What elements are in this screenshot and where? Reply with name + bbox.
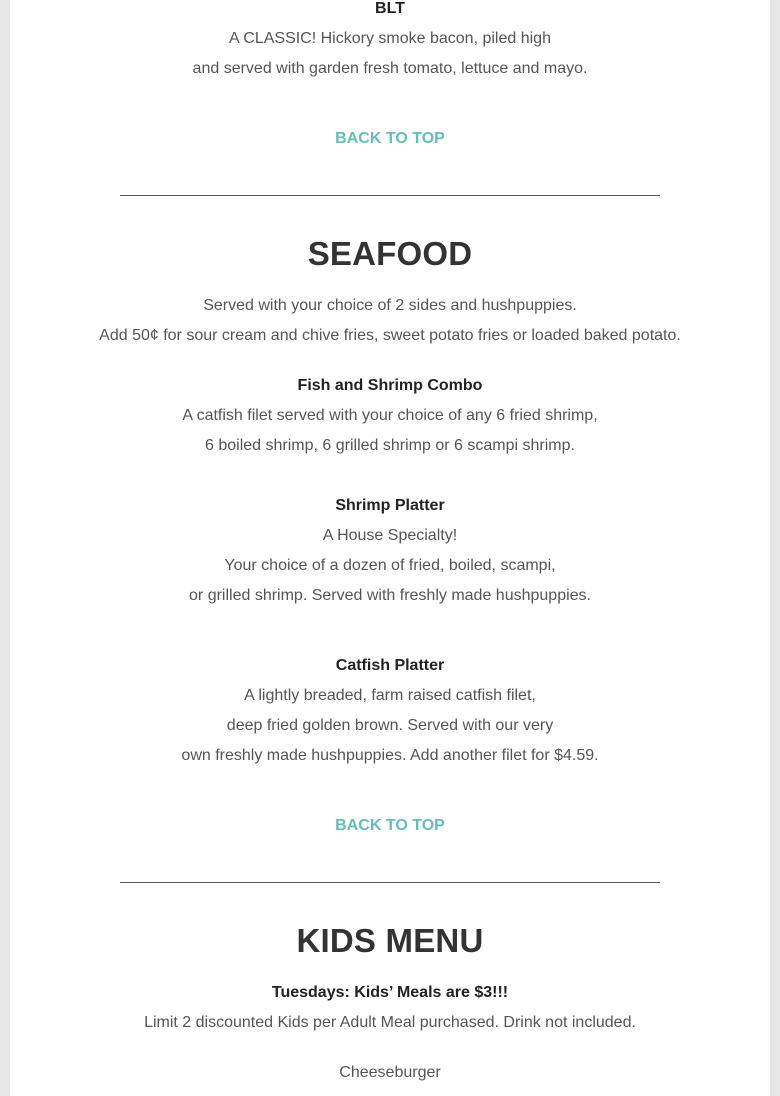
item-title-blt: BLT (375, 0, 405, 17)
section-intro-line: Add 50¢ for sour cream and chive fries, sweet potato fries or loaded baked potato. (99, 327, 681, 344)
item-desc-line: A House Specialty! (322, 527, 458, 544)
item-desc-line: 6 boiled shrimp, 6 grilled shrimp or 6 scampi shrimp. (205, 437, 575, 454)
back-to-top-link[interactable]: BACK TO TOP (335, 130, 445, 147)
section-intro-line: Served with your choice of 2 sides and hushpuppies. (203, 297, 577, 314)
section-heading-kids-menu: KIDS MENU (296, 922, 484, 959)
item-desc-line: deep fried golden brown. Served with our very (226, 717, 554, 734)
kids-promo-text: Tuesdays: Kids’ Meals are $3!!! (271, 984, 509, 1001)
item-title-cheeseburger: Cheeseburger (339, 1064, 441, 1081)
section-heading-seafood: SEAFOOD (307, 235, 473, 272)
item-desc-line: A lightly breaded, farm raised catfish filet, (244, 687, 536, 704)
section-divider (120, 195, 660, 196)
back-to-top-link[interactable]: BACK TO TOP (335, 817, 445, 834)
item-desc-line: and served with garden fresh tomato, lettuce and mayo. (192, 60, 588, 77)
item-title-catfish-platter: Catfish Platter (335, 657, 445, 674)
item-title-shrimp-platter: Shrimp Platter (335, 497, 445, 514)
section-divider (120, 882, 660, 883)
item-desc-line: Your choice of a dozen of fried, boiled, scampi, (224, 557, 556, 574)
item-title-fish-shrimp-combo: Fish and Shrimp Combo (297, 377, 483, 394)
item-desc-line: A CLASSIC! Hickory smoke bacon, piled high (229, 30, 551, 47)
menu-page (10, 0, 770, 1096)
item-desc-line: own freshly made hushpuppies. Add another filet for $4.59. (181, 747, 599, 764)
item-desc-line: A catfish filet served with your choice of any 6 fried shrimp, (182, 407, 598, 424)
item-desc-line: or grilled shrimp. Served with freshly made hushpuppies. (189, 587, 591, 604)
kids-note-text: Limit 2 discounted Kids per Adult Meal purchased. Drink not included. (144, 1014, 636, 1031)
